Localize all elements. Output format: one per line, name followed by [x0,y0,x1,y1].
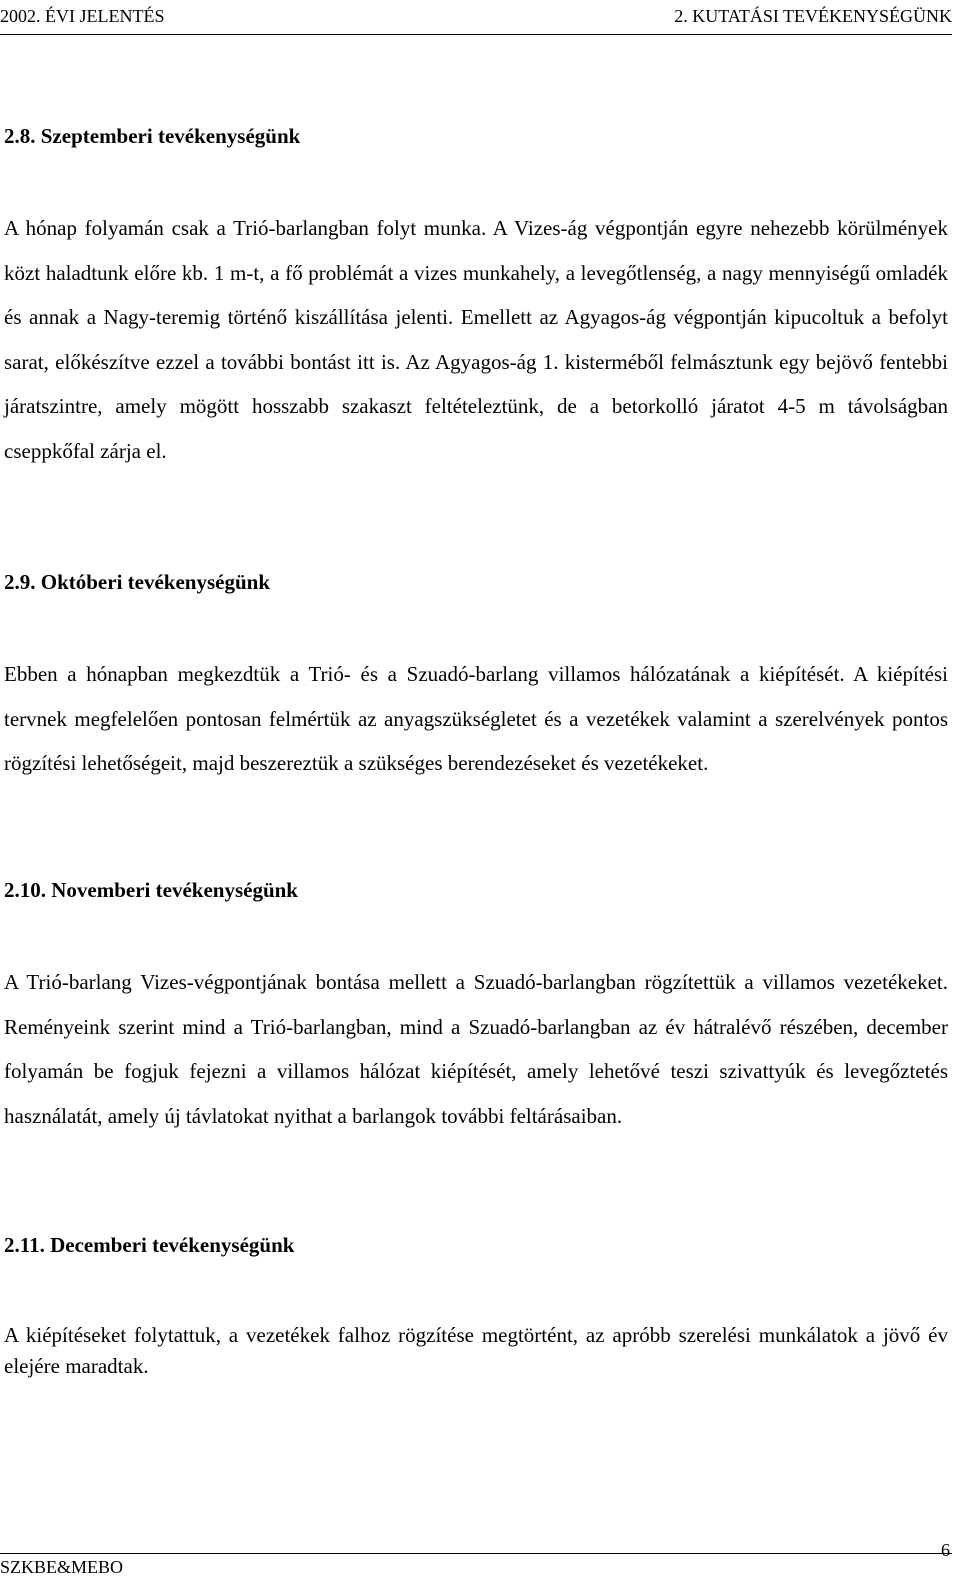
page-header [0,0,952,38]
section-heading-november: 2.10. Novemberi tevékenységünk [4,878,298,902]
section-heading-october: 2.9. Októberi tevékenységünk [4,570,271,594]
header-divider [0,34,952,35]
header-chapter-title: 2. KUTATÁSI TEVÉKENYSÉGÜNK [674,6,952,26]
header-report-title: 2002. ÉVI JELENTÉS [0,6,165,26]
section-paragraph-december: A kiépítéseket folytattuk, a vezetékek falhoz rögzítése megtörtént, az apróbb szerelési munkálatok a jövő év elejére maradtak. [4,1323,948,1378]
section-heading-september: 2.8. Szeptemberi tevékenységünk [4,124,301,148]
section-heading-december: 2.11. Decemberi tevékenységünk [4,1233,295,1257]
section-paragraph-september: A hónap folyamán csak a Trió-barlangban folyt munka. A Vizes-ág végpontján egyre nehezebb körülmények közt haladtunk előre kb. 1 m-t, a fő problémát a vizes munkahely, a levegőtlenség, a nagy mennyiségű omladék és annak a Nagy-teremig történő kiszállítása jelenti. Emellett az Agyagos-ág végpontján kipucoltuk a befolyt sarat, előkészítve ezzel a további bontást itt is. Az Agyagos-ág 1. kisterméből felmásztunk egy bejövő fentebbi járatszintre, amely mögött hosszabb szakaszt feltételeztünk, de a betorkolló járatot 4-5 m távolságban cseppkőfal zárja el. [4,216,948,463]
section-paragraph-november: A Trió-barlang Vizes-végpontjának bontása mellett a Szuadó-barlangban rögzítettük a villamos vezetékeket. Reményeink szerint mind a Trió-barlangban, mind a Szuadó-barlangban az év hátralévő részében, december folyamán be fogjuk fejezni a villamos hálózat kiépítését, amely lehetővé teszi szivattyúk és levegőztetés használatát, amely új távlatokat nyithat a barlangok további feltárásaiban. [4,970,948,1128]
page-footer [0,1540,952,1581]
page-number: 6 [941,1540,950,1560]
footer-organization: SZKBE&MEBO [0,1557,124,1577]
section-paragraph-october: Ebben a hónapban megkezdtük a Trió- és a Szuadó-barlang villamos hálózatának a kiépítését. A kiépítési tervnek megfelelően pontosan felmértük az anyagszükségletet és a vezetékek valamint a szerelvények pontos rögzítési lehetőségeit, majd beszereztük a szükséges berendezéseket és vezetékeket. [4,662,948,775]
